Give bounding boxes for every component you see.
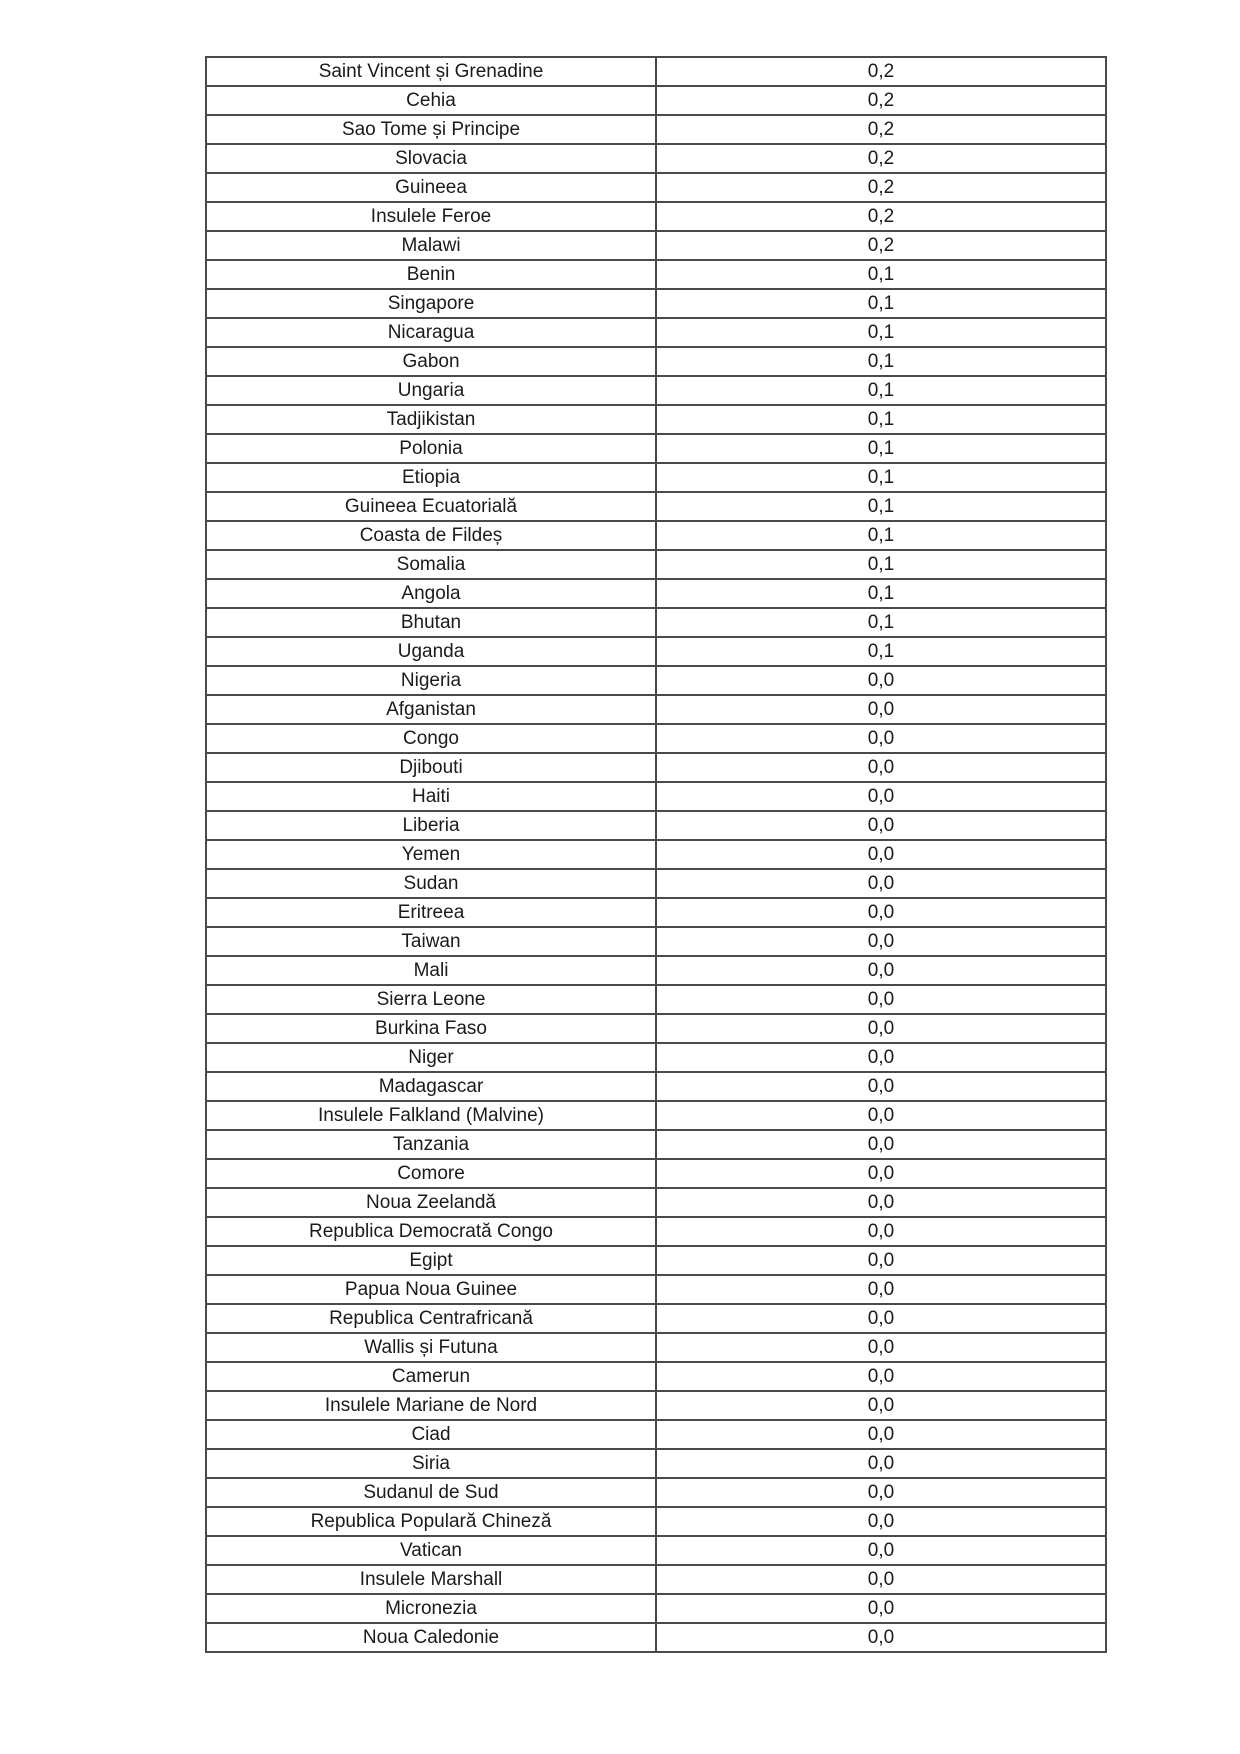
table-row	[206, 405, 1106, 434]
country-cell: Malawi	[206, 231, 656, 260]
value-cell: 0,0	[656, 1536, 1106, 1565]
country-cell: Guineea Ecuatorială	[206, 492, 656, 521]
value-cell: 0,1	[656, 434, 1106, 463]
value-cell: 0,0	[656, 1130, 1106, 1159]
table-row	[206, 637, 1106, 666]
value-cell: 0,0	[656, 898, 1106, 927]
table-row	[206, 579, 1106, 608]
country-cell: Micronezia	[206, 1594, 656, 1623]
table-row	[206, 376, 1106, 405]
value-cell: 0,1	[656, 289, 1106, 318]
value-cell: 0,0	[656, 1507, 1106, 1536]
country-cell: Republica Centrafricană	[206, 1304, 656, 1333]
table-row	[206, 521, 1106, 550]
table-row	[206, 1101, 1106, 1130]
table-row	[206, 289, 1106, 318]
table-row	[206, 869, 1106, 898]
country-cell: Ciad	[206, 1420, 656, 1449]
country-cell: Bhutan	[206, 608, 656, 637]
table-row	[206, 1623, 1106, 1652]
table-row	[206, 550, 1106, 579]
value-cell: 0,0	[656, 927, 1106, 956]
country-cell: Noua Zeelandă	[206, 1188, 656, 1217]
country-cell: Angola	[206, 579, 656, 608]
value-cell: 0,0	[656, 695, 1106, 724]
country-cell: Slovacia	[206, 144, 656, 173]
table-row	[206, 1304, 1106, 1333]
country-cell: Insulele Marshall	[206, 1565, 656, 1594]
value-cell: 0,1	[656, 463, 1106, 492]
value-cell: 0,1	[656, 550, 1106, 579]
table-row	[206, 1188, 1106, 1217]
table-row	[206, 840, 1106, 869]
table-row	[206, 666, 1106, 695]
table-row	[206, 1536, 1106, 1565]
country-cell: Camerun	[206, 1362, 656, 1391]
country-cell: Insulele Mariane de Nord	[206, 1391, 656, 1420]
value-cell: 0,0	[656, 1333, 1106, 1362]
country-cell: Mali	[206, 956, 656, 985]
table-row	[206, 1333, 1106, 1362]
value-cell: 0,0	[656, 1217, 1106, 1246]
value-cell: 0,2	[656, 115, 1106, 144]
value-cell: 0,0	[656, 666, 1106, 695]
country-cell: Siria	[206, 1449, 656, 1478]
value-cell: 0,1	[656, 260, 1106, 289]
value-cell: 0,0	[656, 1623, 1106, 1652]
country-cell: Cehia	[206, 86, 656, 115]
table-row	[206, 347, 1106, 376]
value-cell: 0,0	[656, 1594, 1106, 1623]
table-body	[206, 57, 1106, 1652]
value-cell: 0,2	[656, 231, 1106, 260]
country-cell: Haiti	[206, 782, 656, 811]
value-cell: 0,0	[656, 1478, 1106, 1507]
table-row	[206, 724, 1106, 753]
country-cell: Benin	[206, 260, 656, 289]
country-cell: Singapore	[206, 289, 656, 318]
value-cell: 0,0	[656, 1188, 1106, 1217]
value-cell: 0,0	[656, 1014, 1106, 1043]
table-row	[206, 144, 1106, 173]
country-cell: Republica Populară Chineză	[206, 1507, 656, 1536]
table-row	[206, 1565, 1106, 1594]
country-cell: Insulele Feroe	[206, 202, 656, 231]
country-cell: Uganda	[206, 637, 656, 666]
table-row	[206, 1217, 1106, 1246]
value-cell: 0,0	[656, 1159, 1106, 1188]
table-row	[206, 231, 1106, 260]
table-row	[206, 86, 1106, 115]
country-cell: Egipt	[206, 1246, 656, 1275]
table-row	[206, 1159, 1106, 1188]
value-cell: 0,1	[656, 579, 1106, 608]
country-cell: Ungaria	[206, 376, 656, 405]
table-row	[206, 1246, 1106, 1275]
table-row	[206, 434, 1106, 463]
value-cell: 0,0	[656, 753, 1106, 782]
country-cell: Wallis și Futuna	[206, 1333, 656, 1362]
value-cell: 0,0	[656, 724, 1106, 753]
table-row	[206, 260, 1106, 289]
country-cell: Yemen	[206, 840, 656, 869]
value-cell: 0,1	[656, 608, 1106, 637]
value-cell: 0,0	[656, 869, 1106, 898]
table-row	[206, 1130, 1106, 1159]
value-cell: 0,2	[656, 202, 1106, 231]
country-cell: Nicaragua	[206, 318, 656, 347]
table-row	[206, 1362, 1106, 1391]
value-cell: 0,0	[656, 840, 1106, 869]
country-value-table	[205, 56, 1107, 1653]
value-cell: 0,0	[656, 1362, 1106, 1391]
value-cell: 0,0	[656, 1391, 1106, 1420]
table-row	[206, 202, 1106, 231]
table-row	[206, 1594, 1106, 1623]
country-cell: Insulele Falkland (Malvine)	[206, 1101, 656, 1130]
value-cell: 0,0	[656, 782, 1106, 811]
value-cell: 0,2	[656, 86, 1106, 115]
value-cell: 0,0	[656, 1304, 1106, 1333]
country-cell: Sudanul de Sud	[206, 1478, 656, 1507]
country-cell: Vatican	[206, 1536, 656, 1565]
country-cell: Sierra Leone	[206, 985, 656, 1014]
value-cell: 0,1	[656, 492, 1106, 521]
country-cell: Guineea	[206, 173, 656, 202]
table-row	[206, 811, 1106, 840]
country-cell: Congo	[206, 724, 656, 753]
table-row	[206, 1072, 1106, 1101]
country-cell: Tadjikistan	[206, 405, 656, 434]
table-row	[206, 898, 1106, 927]
table-row	[206, 492, 1106, 521]
country-cell: Noua Caledonie	[206, 1623, 656, 1652]
country-cell: Coasta de Fildeș	[206, 521, 656, 550]
table-row	[206, 173, 1106, 202]
table-row	[206, 1420, 1106, 1449]
country-cell: Comore	[206, 1159, 656, 1188]
country-cell: Polonia	[206, 434, 656, 463]
country-cell: Etiopia	[206, 463, 656, 492]
country-cell: Djibouti	[206, 753, 656, 782]
value-cell: 0,1	[656, 318, 1106, 347]
country-cell: Sudan	[206, 869, 656, 898]
value-cell: 0,0	[656, 1246, 1106, 1275]
country-cell: Gabon	[206, 347, 656, 376]
country-cell: Madagascar	[206, 1072, 656, 1101]
country-cell: Tanzania	[206, 1130, 656, 1159]
value-cell: 0,0	[656, 1420, 1106, 1449]
country-cell: Papua Noua Guinee	[206, 1275, 656, 1304]
value-cell: 0,0	[656, 1449, 1106, 1478]
country-cell: Afganistan	[206, 695, 656, 724]
country-cell: Taiwan	[206, 927, 656, 956]
table-row	[206, 1275, 1106, 1304]
value-cell: 0,0	[656, 1275, 1106, 1304]
table-row	[206, 57, 1106, 86]
value-cell: 0,1	[656, 637, 1106, 666]
value-cell: 0,2	[656, 173, 1106, 202]
table-row	[206, 318, 1106, 347]
value-cell: 0,1	[656, 376, 1106, 405]
country-cell: Burkina Faso	[206, 1014, 656, 1043]
value-cell: 0,0	[656, 1565, 1106, 1594]
country-cell: Nigeria	[206, 666, 656, 695]
value-cell: 0,0	[656, 1043, 1106, 1072]
table-row	[206, 927, 1106, 956]
table-row	[206, 1449, 1106, 1478]
value-cell: 0,2	[656, 144, 1106, 173]
country-cell: Eritreea	[206, 898, 656, 927]
value-cell: 0,2	[656, 57, 1106, 86]
country-cell: Sao Tome și Principe	[206, 115, 656, 144]
value-cell: 0,1	[656, 347, 1106, 376]
country-cell: Liberia	[206, 811, 656, 840]
country-cell: Niger	[206, 1043, 656, 1072]
table-row	[206, 695, 1106, 724]
table-row	[206, 608, 1106, 637]
country-cell: Saint Vincent și Grenadine	[206, 57, 656, 86]
value-cell: 0,0	[656, 1101, 1106, 1130]
table-row	[206, 1014, 1106, 1043]
table-row	[206, 1478, 1106, 1507]
country-cell: Somalia	[206, 550, 656, 579]
value-cell: 0,1	[656, 405, 1106, 434]
value-cell: 0,0	[656, 985, 1106, 1014]
value-cell: 0,0	[656, 1072, 1106, 1101]
table-row	[206, 753, 1106, 782]
table-row	[206, 985, 1106, 1014]
table-row	[206, 1391, 1106, 1420]
table-row	[206, 956, 1106, 985]
value-cell: 0,0	[656, 956, 1106, 985]
table-row	[206, 1507, 1106, 1536]
value-cell: 0,0	[656, 811, 1106, 840]
table-row	[206, 1043, 1106, 1072]
value-cell: 0,1	[656, 521, 1106, 550]
table-row	[206, 463, 1106, 492]
table-row	[206, 782, 1106, 811]
country-cell: Republica Democrată Congo	[206, 1217, 656, 1246]
table-row	[206, 115, 1106, 144]
